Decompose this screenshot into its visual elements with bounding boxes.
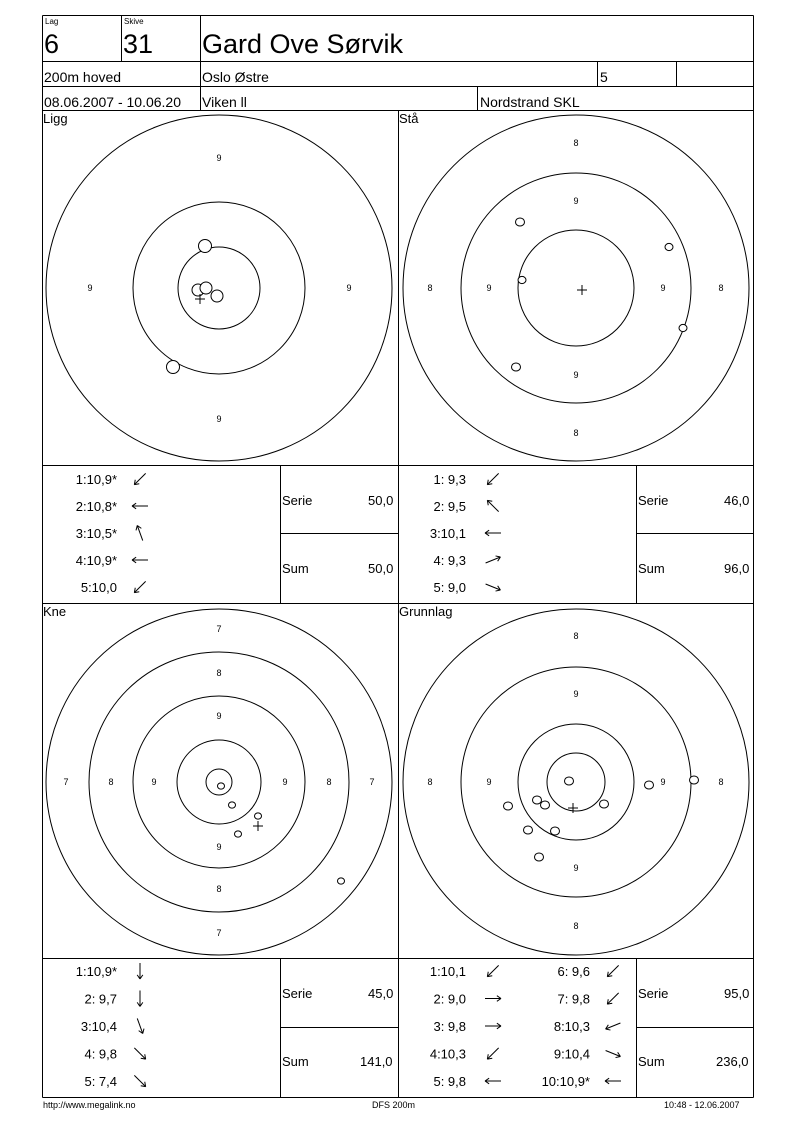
target-ring: [46, 115, 392, 461]
target-ring: [89, 652, 349, 912]
shot-hole: [504, 802, 513, 810]
shot-score: 6: 9,6: [557, 964, 590, 979]
arrow-head: [496, 590, 501, 591]
shot-row: [430, 1047, 499, 1062]
shot-row: [542, 1074, 621, 1089]
shot-row: [76, 499, 148, 514]
arrow-shaft: [487, 1048, 498, 1059]
shot-hole: [199, 240, 212, 253]
shot-hole: [565, 777, 574, 785]
sum-value: 96,0: [724, 561, 750, 576]
serie-value: 46,0: [724, 493, 750, 508]
shot-direction-arrow: [487, 965, 498, 976]
shot-row: [81, 580, 146, 595]
target-ring: [403, 115, 749, 461]
footer-program: DFS 200m: [372, 1100, 416, 1110]
target-ring: [177, 740, 261, 824]
shot-direction-arrow: [134, 473, 145, 484]
shot-row: [433, 472, 498, 487]
shot-direction-arrow: [605, 1078, 621, 1084]
shot-score: 4: 9,3: [433, 553, 466, 568]
ring-number: 8: [427, 777, 433, 787]
serie-label: Serie: [282, 986, 313, 1001]
arrow-shaft: [487, 500, 498, 511]
arrow-shaft: [134, 581, 145, 592]
shot-direction-arrow: [607, 993, 618, 1004]
serie-label: Serie: [638, 493, 669, 508]
shot-direction-arrow: [485, 996, 501, 1002]
footer-timestamp: 10:48 - 12.06.2007: [664, 1100, 740, 1110]
shot-row: [433, 1019, 501, 1034]
shot-score: 4:10,3: [429, 1046, 466, 1062]
shot-score: 1: 9,3: [433, 472, 466, 487]
ring-number: 9: [87, 283, 93, 293]
shot-hole: [541, 801, 550, 809]
sum-label: Sum: [638, 561, 665, 576]
shot-direction-arrow: [137, 963, 143, 979]
target-ring: [178, 247, 260, 329]
shot-score: 7: 9,8: [557, 991, 590, 1007]
shot-row: [554, 1019, 621, 1034]
shot-direction-arrow: [134, 1075, 145, 1086]
ring-number: 9: [573, 370, 579, 380]
shot-row: [554, 1047, 621, 1062]
shot-direction-arrow: [607, 965, 618, 976]
sum-value: 141,0: [360, 1054, 393, 1069]
shot-row: [433, 499, 498, 514]
shot-hole: [533, 796, 542, 804]
shot-row: [84, 1047, 145, 1062]
shot-direction-arrow: [485, 1023, 501, 1029]
sum-label: Sum: [282, 1054, 309, 1069]
ring-number: 9: [216, 153, 222, 163]
ring-number: 9: [660, 777, 666, 787]
panel-title-ligg: Ligg: [43, 111, 68, 126]
organizer-name: Nordstrand SKL: [480, 94, 580, 110]
shot-row: [76, 963, 143, 979]
shot-direction-arrow: [134, 1048, 145, 1059]
arrow-head: [606, 1029, 611, 1030]
club-name: Oslo Østre: [202, 69, 269, 85]
arrow-shaft: [607, 965, 618, 976]
serie-value: 95,0: [724, 986, 750, 1001]
ring-number: 7: [369, 777, 375, 787]
target-ligg: [46, 115, 392, 461]
shot-hole: [235, 831, 242, 837]
shot-direction-arrow: [487, 1048, 498, 1059]
shot-row: [433, 992, 501, 1007]
shot-hole: [255, 813, 262, 819]
target-ring: [518, 724, 634, 840]
footer-url: http://www.megalink.no: [43, 1100, 136, 1110]
shot-hole: [690, 776, 699, 784]
ring-number: 9: [216, 711, 222, 721]
arrow-shaft: [487, 473, 498, 484]
shot-score: 5: 7,4: [84, 1074, 117, 1089]
target-ring: [547, 753, 605, 811]
shot-row: [557, 992, 618, 1007]
shot-hole: [167, 361, 180, 374]
target-ring: [518, 230, 634, 346]
shot-score: 4:10,9*: [75, 553, 117, 568]
sum-label: Sum: [282, 561, 309, 576]
ring-number: 9: [486, 777, 492, 787]
shot-hole: [512, 363, 521, 371]
shot-direction-arrow: [487, 473, 498, 484]
shot-row: [76, 525, 143, 541]
shot-hole: [600, 800, 609, 808]
ring-number: 9: [573, 196, 579, 206]
shot-direction-arrow: [606, 1051, 621, 1058]
ring-number: 8: [573, 921, 579, 931]
arrow-head: [616, 1056, 621, 1057]
sum-value: 236,0: [716, 1054, 749, 1069]
shot-score: 2:10,8*: [75, 499, 117, 514]
shot-direction-arrow: [487, 500, 498, 511]
shot-score: 1:10,1: [429, 964, 466, 979]
arrow-shaft: [134, 1048, 145, 1059]
shot-row: [76, 472, 146, 487]
shot-score: 3:10,1: [429, 526, 466, 541]
ring-number: 8: [216, 668, 222, 678]
shot-direction-arrow: [136, 525, 143, 540]
ring-number: 7: [216, 928, 222, 938]
ring-number: 9: [216, 842, 222, 852]
ring-number: 9: [573, 689, 579, 699]
target-ring: [133, 202, 305, 374]
shot-row: [84, 991, 142, 1007]
shot-score: 9:10,4: [553, 1046, 590, 1062]
ring-number: 8: [573, 428, 579, 438]
lag-value: 6: [44, 29, 60, 59]
event-name: Viken ll: [202, 94, 247, 110]
shot-row: [81, 1018, 144, 1034]
skive-value: 31: [123, 29, 154, 59]
shot-row: [557, 964, 618, 979]
ring-number: 9: [573, 863, 579, 873]
shot-hole: [516, 218, 525, 226]
class-name: 200m hoved: [44, 69, 122, 85]
target-grunnlag: [403, 609, 749, 955]
shot-direction-arrow: [132, 503, 148, 509]
ring-number: 8: [326, 777, 332, 787]
shot-score: 5: 9,8: [433, 1074, 466, 1089]
ring-number: 9: [346, 283, 352, 293]
arrow-shaft: [487, 965, 498, 976]
skive-label: Skive: [124, 17, 144, 26]
shot-hole: [524, 826, 533, 834]
arrow-head: [496, 556, 501, 557]
shot-score: 2: 9,7: [84, 991, 117, 1007]
shot-hole: [679, 324, 687, 331]
shot-hole: [551, 827, 560, 835]
shot-direction-arrow: [137, 1018, 144, 1033]
shooter-name: Gard Ove Sørvik: [202, 29, 404, 59]
ring-number: 8: [216, 884, 222, 894]
shot-direction-arrow: [137, 991, 143, 1007]
target-ring: [46, 609, 392, 955]
lag-label: Lag: [45, 17, 59, 26]
shot-row: [433, 553, 500, 568]
shot-hole: [535, 853, 544, 861]
shot-direction-arrow: [606, 1023, 621, 1030]
arrow-head: [143, 1029, 144, 1034]
shot-hole: [645, 781, 654, 789]
ring-number: 9: [282, 777, 288, 787]
ring-number: 8: [108, 777, 114, 787]
shot-score: 1:10,9*: [75, 964, 117, 979]
shot-score: 4: 9,8: [84, 1046, 117, 1062]
shot-score: 10:10,9*: [541, 1074, 590, 1089]
shot-row: [433, 580, 500, 595]
shot-row: [430, 526, 501, 541]
shot-direction-arrow: [134, 581, 145, 592]
shot-score: 2: 9,0: [433, 991, 466, 1007]
shot-score: 5:10,0: [80, 580, 117, 595]
ring-number: 8: [718, 777, 724, 787]
ring-number: 7: [63, 777, 69, 787]
shot-score: 1:10,9*: [75, 472, 117, 487]
shot-row: [433, 1074, 501, 1089]
shot-hole: [200, 282, 212, 294]
shot-score: 3:10,5*: [75, 526, 117, 541]
arrow-shaft: [607, 993, 618, 1004]
shot-direction-arrow: [486, 584, 501, 591]
target-kne: [46, 609, 392, 955]
ring-number: 8: [573, 631, 579, 641]
shot-direction-arrow: [486, 556, 501, 563]
shot-hole: [338, 878, 345, 884]
ring-number: 9: [486, 283, 492, 293]
shot-direction-arrow: [485, 530, 501, 536]
shot-score: 3: 9,8: [433, 1019, 466, 1034]
shot-hole: [211, 290, 223, 302]
event-dates: 08.06.2007 - 10.06.20: [44, 94, 182, 110]
ring-number: 9: [216, 414, 222, 424]
panel-title-kne: Kne: [43, 604, 67, 619]
arrow-shaft: [134, 473, 145, 484]
shot-score: 3:10,4: [80, 1019, 117, 1034]
shot-score: 2: 9,5: [433, 499, 466, 514]
shot-hole: [229, 802, 236, 808]
ring-number: 8: [573, 138, 579, 148]
ring-number: 9: [151, 777, 157, 787]
target-ring: [206, 769, 232, 795]
target-staa: [403, 115, 749, 461]
ring-number: 8: [427, 283, 433, 293]
arrow-shaft: [134, 1075, 145, 1086]
shot-direction-arrow: [485, 1078, 501, 1084]
serie-label: Serie: [282, 493, 313, 508]
shot-row: [430, 964, 499, 979]
sum-label: Sum: [638, 1054, 665, 1069]
sum-value: 50,0: [368, 561, 394, 576]
panel-title-grunnlag: Grunnlag: [399, 604, 453, 619]
shot-hole: [218, 783, 225, 789]
ring-number: 8: [718, 283, 724, 293]
panel-title-staa: Stå: [399, 111, 419, 126]
shot-score: 8:10,3: [553, 1019, 590, 1034]
ring-number: 9: [660, 283, 666, 293]
shot-row: [84, 1074, 145, 1089]
shot-direction-arrow: [132, 557, 148, 563]
shot-hole: [665, 243, 673, 250]
serie-label: Serie: [638, 986, 669, 1001]
arrow-head: [136, 525, 137, 530]
class-number: 5: [600, 69, 608, 85]
shot-row: [76, 553, 148, 568]
shot-hole: [518, 276, 526, 283]
serie-value: 45,0: [368, 986, 394, 1001]
target-ring: [461, 173, 691, 403]
shot-score: 5: 9,0: [433, 580, 466, 595]
serie-value: 50,0: [368, 493, 394, 508]
ring-number: 7: [216, 624, 222, 634]
